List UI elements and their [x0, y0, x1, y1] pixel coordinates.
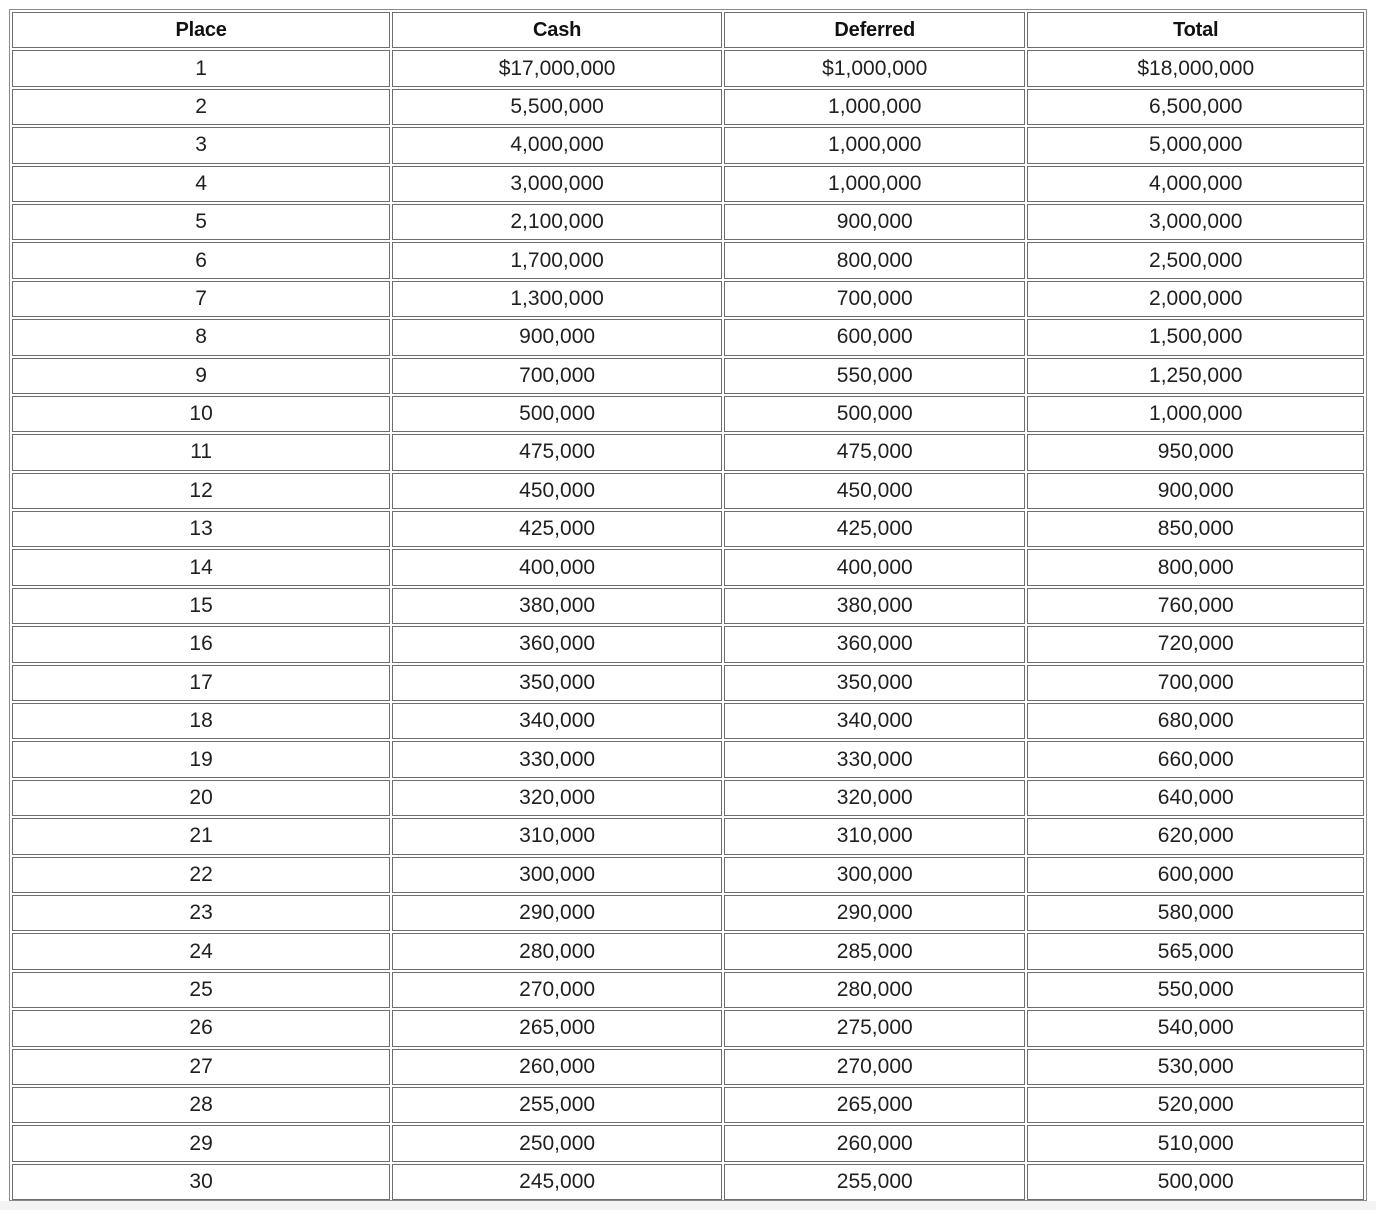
total-cell: 600,000 — [1027, 857, 1364, 893]
total-cell: 700,000 — [1027, 665, 1364, 701]
table-row — [12, 89, 1364, 125]
place-cell: 20 — [12, 780, 390, 816]
cash-cell: 360,000 — [392, 626, 722, 662]
deferred-cell: 800,000 — [724, 242, 1026, 278]
total-cell: 680,000 — [1027, 703, 1364, 739]
deferred-cell: 340,000 — [724, 703, 1026, 739]
total-cell: 760,000 — [1027, 588, 1364, 624]
cash-cell: 380,000 — [392, 588, 722, 624]
total-cell: 1,500,000 — [1027, 319, 1364, 355]
cash-cell: 3,000,000 — [392, 166, 722, 202]
deferred-cell: 400,000 — [724, 549, 1026, 585]
cash-cell: 290,000 — [392, 895, 722, 931]
deferred-cell: 1,000,000 — [724, 127, 1026, 163]
table-row — [12, 1125, 1364, 1161]
table-row — [12, 511, 1364, 547]
deferred-cell: 360,000 — [724, 626, 1026, 662]
total-cell: 950,000 — [1027, 434, 1364, 470]
cash-cell: 350,000 — [392, 665, 722, 701]
place-cell: 15 — [12, 588, 390, 624]
deferred-cell: 300,000 — [724, 857, 1026, 893]
table-row — [12, 434, 1364, 470]
place-cell: 11 — [12, 434, 390, 470]
place-cell: 22 — [12, 857, 390, 893]
place-cell: 8 — [12, 319, 390, 355]
header-cash: Cash — [392, 12, 722, 48]
deferred-cell: 290,000 — [724, 895, 1026, 931]
table-row — [12, 166, 1364, 202]
total-cell: 900,000 — [1027, 473, 1364, 509]
header-row — [12, 12, 1364, 48]
table-row — [12, 665, 1364, 701]
cash-cell: 320,000 — [392, 780, 722, 816]
place-cell: 23 — [12, 895, 390, 931]
table-row — [12, 473, 1364, 509]
deferred-cell: 310,000 — [724, 818, 1026, 854]
table-row — [12, 933, 1364, 969]
total-cell: 565,000 — [1027, 933, 1364, 969]
deferred-cell: 475,000 — [724, 434, 1026, 470]
deferred-cell: 550,000 — [724, 358, 1026, 394]
deferred-cell: 255,000 — [724, 1164, 1026, 1200]
table-row — [12, 895, 1364, 931]
total-cell: 3,000,000 — [1027, 204, 1364, 240]
total-cell: 2,000,000 — [1027, 281, 1364, 317]
cash-cell: 255,000 — [392, 1087, 722, 1123]
table-row — [12, 127, 1364, 163]
place-cell: 28 — [12, 1087, 390, 1123]
place-cell: 3 — [12, 127, 390, 163]
table-row — [12, 319, 1364, 355]
table-row — [12, 396, 1364, 432]
place-cell: 9 — [12, 358, 390, 394]
deferred-cell: 260,000 — [724, 1125, 1026, 1161]
cash-cell: 1,700,000 — [392, 242, 722, 278]
place-cell: 14 — [12, 549, 390, 585]
deferred-cell: 285,000 — [724, 933, 1026, 969]
place-cell: 27 — [12, 1049, 390, 1085]
cash-cell: 425,000 — [392, 511, 722, 547]
place-cell: 29 — [12, 1125, 390, 1161]
table-row — [12, 1164, 1364, 1200]
table-body — [12, 50, 1364, 1200]
deferred-cell: 350,000 — [724, 665, 1026, 701]
total-cell: 720,000 — [1027, 626, 1364, 662]
deferred-cell: 500,000 — [724, 396, 1026, 432]
header-place: Place — [12, 12, 390, 48]
cash-cell: $17,000,000 — [392, 50, 722, 86]
total-cell: 500,000 — [1027, 1164, 1364, 1200]
total-cell: 800,000 — [1027, 549, 1364, 585]
place-cell: 7 — [12, 281, 390, 317]
place-cell: 24 — [12, 933, 390, 969]
cash-cell: 1,300,000 — [392, 281, 722, 317]
total-cell: 530,000 — [1027, 1049, 1364, 1085]
deferred-cell: 270,000 — [724, 1049, 1026, 1085]
table-row — [12, 242, 1364, 278]
place-cell: 19 — [12, 741, 390, 777]
deferred-cell: 425,000 — [724, 511, 1026, 547]
place-cell: 21 — [12, 818, 390, 854]
cash-cell: 265,000 — [392, 1010, 722, 1046]
deferred-cell: 1,000,000 — [724, 166, 1026, 202]
table-row — [12, 703, 1364, 739]
deferred-cell: 450,000 — [724, 473, 1026, 509]
table-row — [12, 780, 1364, 816]
total-cell: 620,000 — [1027, 818, 1364, 854]
cash-cell: 450,000 — [392, 473, 722, 509]
place-cell: 16 — [12, 626, 390, 662]
total-cell: 660,000 — [1027, 741, 1364, 777]
place-cell: 5 — [12, 204, 390, 240]
cash-cell: 250,000 — [392, 1125, 722, 1161]
table-header — [12, 12, 1364, 48]
table-row — [12, 1010, 1364, 1046]
cash-cell: 300,000 — [392, 857, 722, 893]
total-cell: 640,000 — [1027, 780, 1364, 816]
payout-table — [10, 10, 1366, 1202]
cash-cell: 280,000 — [392, 933, 722, 969]
page-bottom-edge — [0, 1201, 1376, 1210]
header-total: Total — [1027, 12, 1364, 48]
deferred-cell: 1,000,000 — [724, 89, 1026, 125]
cash-cell: 5,500,000 — [392, 89, 722, 125]
deferred-cell: 280,000 — [724, 972, 1026, 1008]
total-cell: 580,000 — [1027, 895, 1364, 931]
table-row — [12, 281, 1364, 317]
cash-cell: 4,000,000 — [392, 127, 722, 163]
cash-cell: 270,000 — [392, 972, 722, 1008]
place-cell: 4 — [12, 166, 390, 202]
table-row — [12, 204, 1364, 240]
total-cell: 2,500,000 — [1027, 242, 1364, 278]
cash-cell: 330,000 — [392, 741, 722, 777]
place-cell: 25 — [12, 972, 390, 1008]
table-row — [12, 549, 1364, 585]
cash-cell: 500,000 — [392, 396, 722, 432]
deferred-cell: 380,000 — [724, 588, 1026, 624]
total-cell: 550,000 — [1027, 972, 1364, 1008]
place-cell: 1 — [12, 50, 390, 86]
deferred-cell: $1,000,000 — [724, 50, 1026, 86]
place-cell: 12 — [12, 473, 390, 509]
cash-cell: 340,000 — [392, 703, 722, 739]
deferred-cell: 320,000 — [724, 780, 1026, 816]
table-row — [12, 972, 1364, 1008]
table-row — [12, 588, 1364, 624]
place-cell: 18 — [12, 703, 390, 739]
table-row — [12, 1049, 1364, 1085]
cash-cell: 400,000 — [392, 549, 722, 585]
table-row — [12, 50, 1364, 86]
place-cell: 17 — [12, 665, 390, 701]
table-row — [12, 626, 1364, 662]
cash-cell: 475,000 — [392, 434, 722, 470]
deferred-cell: 265,000 — [724, 1087, 1026, 1123]
total-cell: 1,250,000 — [1027, 358, 1364, 394]
table-row — [12, 818, 1364, 854]
total-cell: 6,500,000 — [1027, 89, 1364, 125]
place-cell: 2 — [12, 89, 390, 125]
deferred-cell: 700,000 — [724, 281, 1026, 317]
cash-cell: 260,000 — [392, 1049, 722, 1085]
table-row — [12, 358, 1364, 394]
header-deferred: Deferred — [724, 12, 1026, 48]
place-cell: 6 — [12, 242, 390, 278]
cash-cell: 900,000 — [392, 319, 722, 355]
total-cell: 540,000 — [1027, 1010, 1364, 1046]
total-cell: 510,000 — [1027, 1125, 1364, 1161]
cash-cell: 700,000 — [392, 358, 722, 394]
total-cell: 1,000,000 — [1027, 396, 1364, 432]
cash-cell: 2,100,000 — [392, 204, 722, 240]
place-cell: 30 — [12, 1164, 390, 1200]
deferred-cell: 900,000 — [724, 204, 1026, 240]
total-cell: 520,000 — [1027, 1087, 1364, 1123]
payout-table-container — [9, 9, 1367, 1201]
deferred-cell: 330,000 — [724, 741, 1026, 777]
table-row — [12, 1087, 1364, 1123]
total-cell: 5,000,000 — [1027, 127, 1364, 163]
place-cell: 26 — [12, 1010, 390, 1046]
table-row — [12, 741, 1364, 777]
total-cell: $18,000,000 — [1027, 50, 1364, 86]
place-cell: 10 — [12, 396, 390, 432]
total-cell: 850,000 — [1027, 511, 1364, 547]
deferred-cell: 600,000 — [724, 319, 1026, 355]
table-row — [12, 857, 1364, 893]
place-cell: 13 — [12, 511, 390, 547]
total-cell: 4,000,000 — [1027, 166, 1364, 202]
cash-cell: 310,000 — [392, 818, 722, 854]
cash-cell: 245,000 — [392, 1164, 722, 1200]
deferred-cell: 275,000 — [724, 1010, 1026, 1046]
